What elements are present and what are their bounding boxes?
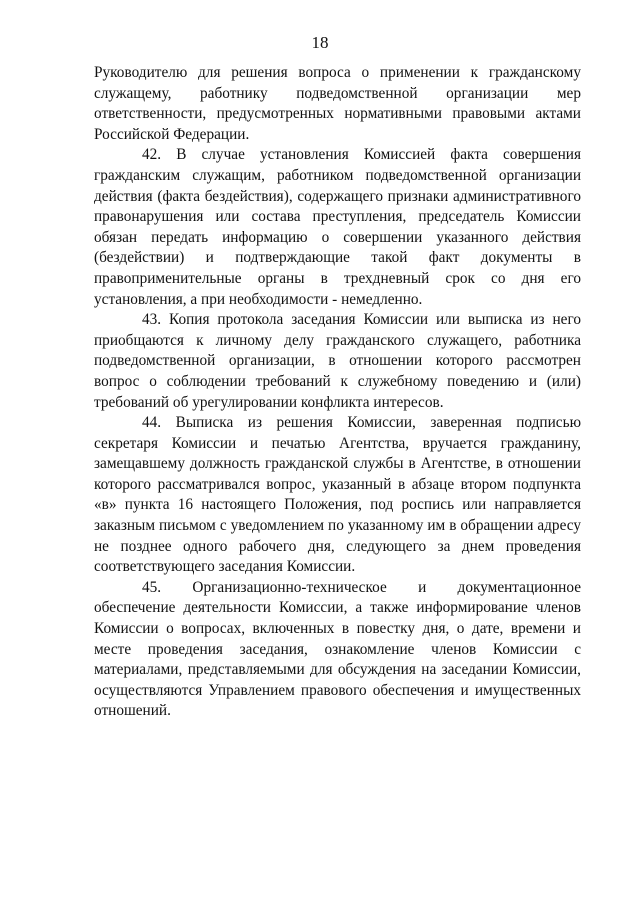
paragraph-item-42: 42. В случае установления Комиссией факта совершения гражданским служащим, работником подведомственной организации действия (факта бездействия), содержащего признаки административного правонарушения или состава преступления, председатель Комиссии обязан передать информацию о совершении указанного действия (бездействии) и подтверждающие такой факт документы в правоприменительные органы в трехдневный срок со дня его установления, а при необходимости - немедленно. xyxy=(94,146,581,308)
paragraph-item-44: 44. Выписка из решения Комиссии, заверенная подписью секретаря Комиссии и печатью Агентства, вручается гражданину, замещавшему должность гражданской службы в Агентстве, в отношении которого рассматривался вопрос, указанный в абзаце втором подпункта «в» пункта 16 настоящего Положения, под роспись или направляется заказным письмом с уведомлением по указанному им в обращении адресу не позднее одного рабочего дня, следующего за днем проведения соответствующего заседания Комиссии. xyxy=(94,414,581,576)
paragraph-continuation: Руководителю для решения вопроса о применении к гражданскому служащему, работнику подведомственной организации мер ответственности, предусмотренных нормативными правовыми актами Российской Федерации. xyxy=(94,64,581,143)
paragraph-item-43: 43. Копия протокола заседания Комиссии или выписка из него приобщаются к личному делу гражданского служащего, работника подведомственной организации, в отношении которого рассмотрен вопрос о соблюдении требований к служебному поведению и (или) требований об урегулировании конфликта интересов. xyxy=(94,311,581,411)
document-body xyxy=(94,63,581,722)
page-number: 18 xyxy=(311,33,329,52)
paragraph-item-45: 45. Организационно-техническое и документационное обеспечение деятельности Комиссии, а также информирование членов Комиссии о вопросах, включенных в повестку дня, о дате, времени и месте проведения заседания, ознакомление членов Комиссии с материалами, представляемыми для обсуждения на заседании Комиссии, осуществляются Управлением правового обеспечения и имущественных отношений. xyxy=(94,578,581,720)
